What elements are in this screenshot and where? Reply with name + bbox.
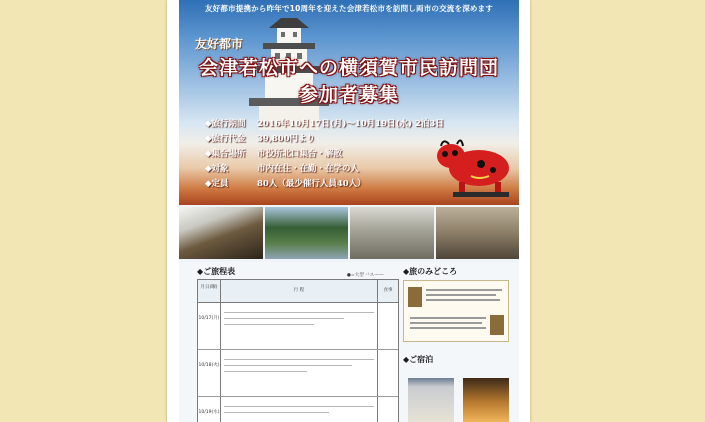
highlights-title: ◆旅のみどころ bbox=[403, 267, 458, 276]
row-meals bbox=[378, 350, 398, 396]
table-row bbox=[198, 303, 398, 350]
hero-banner bbox=[179, 0, 519, 205]
info-label: ◆旅行代金 bbox=[205, 134, 246, 144]
photo-turtle-stone bbox=[436, 207, 520, 259]
info-row bbox=[205, 162, 455, 177]
info-row bbox=[205, 132, 455, 147]
info-label: ◆定員 bbox=[205, 179, 229, 189]
highlight-thumb bbox=[408, 287, 422, 307]
info-value: 80人（最少催行人員40人） bbox=[257, 179, 366, 189]
schedule-table bbox=[197, 279, 399, 422]
photo-garden bbox=[265, 207, 349, 259]
trip-info bbox=[205, 117, 455, 192]
photo-hotel-1 bbox=[408, 378, 454, 422]
header-meals: 食事 bbox=[383, 288, 393, 293]
header-date: 月日(曜) bbox=[198, 280, 221, 302]
flyer-page bbox=[167, 0, 530, 422]
row-date: 10/18(火) bbox=[198, 350, 221, 396]
title-line-1: 会津若松市への横須賀市民訪問団 bbox=[198, 57, 499, 79]
info-label: ◆旅行期間 bbox=[205, 119, 246, 129]
info-row bbox=[205, 117, 455, 132]
table-row bbox=[198, 397, 398, 422]
subtitle: 友好都市 bbox=[195, 37, 244, 51]
header-itinerary: 行 程 bbox=[221, 280, 378, 302]
flyer bbox=[179, 0, 519, 422]
details-section bbox=[179, 262, 519, 422]
row-date: 10/19(水) bbox=[198, 397, 221, 422]
highlight-thumb bbox=[490, 315, 504, 335]
info-label: ◆集合場所 bbox=[205, 149, 246, 159]
row-itinerary bbox=[221, 350, 378, 396]
highlights-section bbox=[403, 266, 513, 342]
hotels-title: ◆ご宿泊 bbox=[403, 355, 434, 364]
highlights-box bbox=[403, 280, 509, 342]
info-value: 39,800円より bbox=[257, 134, 316, 144]
photo-teahouse bbox=[179, 207, 263, 259]
info-label: ◆対象 bbox=[205, 164, 229, 174]
info-value: 2016年10月17日(月)〜10月19日(水) 2泊3日 bbox=[257, 119, 444, 129]
schedule-title: ◆ご旅程表 bbox=[197, 267, 236, 276]
photo-strip bbox=[179, 207, 519, 259]
info-value: 市役所北口集合・解散 bbox=[257, 149, 343, 159]
title-line-2: 参加者募集 bbox=[298, 84, 399, 106]
info-row bbox=[205, 177, 455, 192]
row-meals bbox=[378, 303, 398, 349]
row-itinerary bbox=[221, 303, 378, 349]
photo-graves bbox=[350, 207, 434, 259]
row-date: 10/17(月) bbox=[198, 303, 221, 349]
photo-hotel-2 bbox=[463, 378, 509, 422]
schedule-legend: ●=大型 バス------ bbox=[347, 273, 384, 278]
table-row bbox=[198, 350, 398, 397]
banner-text: 友好都市提携から昨年で10周年を迎えた会津若松市を訪問し両市の交流を深めます bbox=[204, 4, 494, 13]
table-header bbox=[198, 280, 398, 303]
info-row bbox=[205, 147, 455, 162]
row-meals bbox=[378, 397, 398, 422]
info-value: 市内在住・在勤・在学の人 bbox=[257, 164, 360, 174]
akabeko-icon bbox=[431, 120, 517, 200]
row-itinerary bbox=[221, 397, 378, 422]
